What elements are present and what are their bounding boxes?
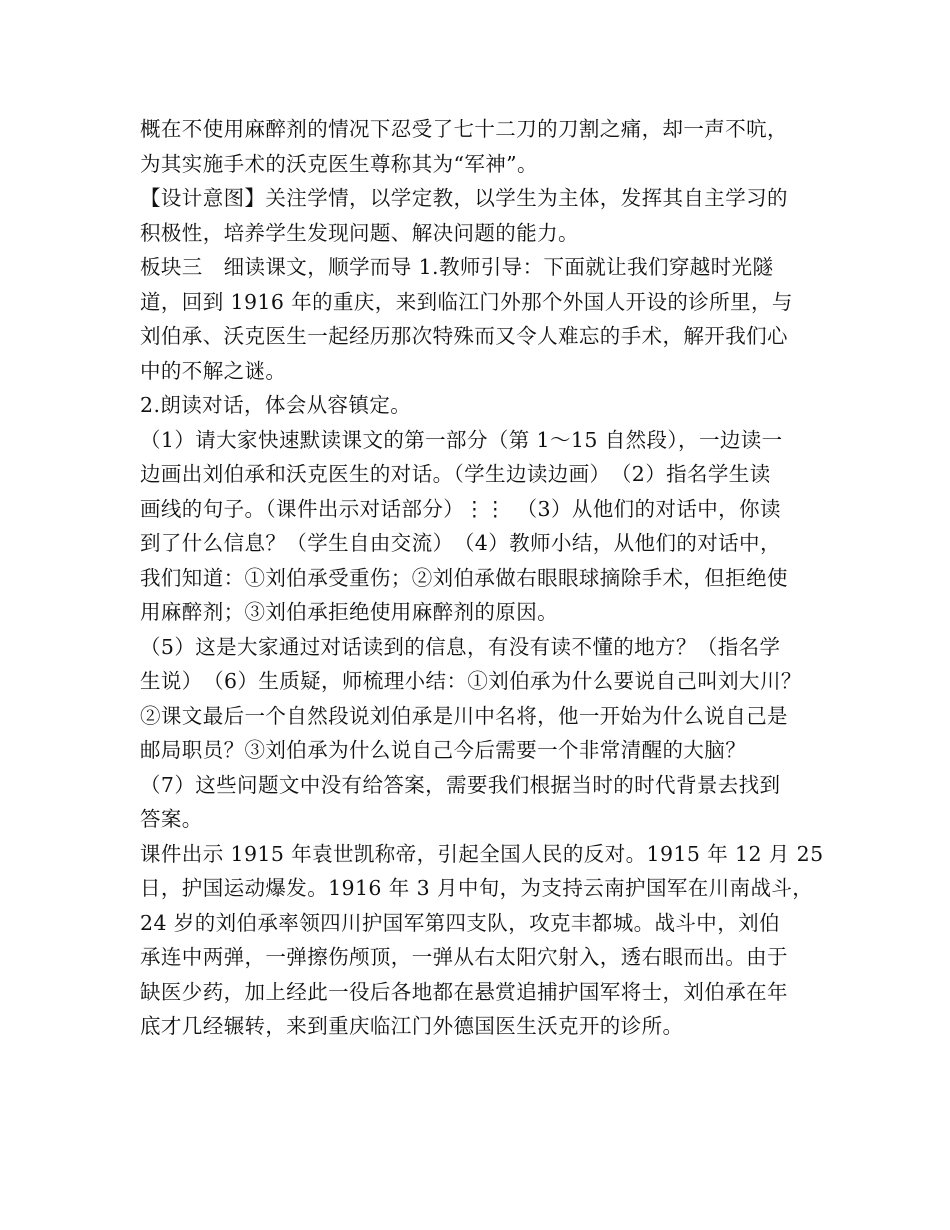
text-line: （1）请大家快速默读课文的第一部分（第 1～15 自然段），一边读一 [140,427,783,452]
text-line: 道，回到 1916 年的重庆，来到临江门外那个外国人开设的诊所里，与 [140,289,793,314]
text-line: 用麻醉剂；③刘伯承拒绝使用麻醉剂的原因。 [140,600,558,624]
text-line: 邮局职员？③刘伯承为什么说自己今后需要一个非常清醒的大脑？ [140,738,747,762]
text-line: 中的不解之谜。 [140,358,287,383]
text-line: 我们知道：①刘伯承受重伤；②刘伯承做右眼眼球摘除手术，但拒绝使 [140,565,788,590]
text-line: 边画出刘伯承和沃克医生的对话。（学生边读边画） （2）指名学生读 [140,462,771,486]
document-body [140,112,830,1044]
text-line: ②课文最后一个自然段说刘伯承是川中名将，他一开始为什么说自己是 [140,703,788,728]
text-line: 刘伯承、沃克医生一起经历那次特殊而又令人难忘的手术，解开我们心 [140,324,788,348]
text-line: 底才几经辗转，来到重庆临江门外德国医生沃克开的诊所。 [140,1014,684,1038]
text-line: 板块三 细读课文，顺学而导 1.教师引导：下面就让我们穿越时光隧 [140,255,774,279]
text-line: 承连中两弹，一弹擦伤颅顶，一弹从右太阳穴射入，透右眼而出。由于 [140,945,788,969]
text-line: 到了什么信息？（学生自由交流） （4）教师小结，从他们的对话中， [140,531,781,555]
text-line: （7）这些问题文中没有给答案，需要我们根据当时的时代背景去找到 [140,772,781,797]
text-line: 画线的句子。（课件出示对话部分）⋮⋮ （3）从他们的对话中，你读 [140,496,781,521]
text-line: 为其实施手术的沃克医生尊称其为“军神”。 [140,151,538,176]
text-line: （5）这是大家通过对话读到的信息，有没有读不懂的地方？（指名学 [140,634,781,659]
text-line: 积极性，培养学生发现问题、解决问题的能力。 [140,220,579,245]
text-line: 生说） （6）生质疑，师梳理小结：①刘伯承为什么要说自己叫刘大川？ [140,669,802,693]
text-line: 答案。 [140,807,203,831]
text-line: 24 岁的刘伯承率领四川护国军第四支队，攻克丰都城。战斗中，刘伯 [140,910,780,935]
text-line: 2.朗读对话，体会从容镇定。 [140,393,412,417]
text-line: 课件出示 1915 年袁世凯称帝，引起全国人民的反对。1915 年 12 月 25 [140,841,824,866]
text-line: 【设计意图】关注学情，以学定教，以学生为主体，发挥其自主学习的 [140,186,788,210]
text-line: 概在不使用麻醉剂的情况下忍受了七十二刀的刀割之痛，却一声不吭， [140,117,788,141]
text-line: 日，护国运动爆发。1916 年 3 月中旬，为支持云南护国军在川南战斗， [140,876,814,900]
text-line: 缺医少药，加上经此一役后各地都在悬赏追捕护国军将士，刘伯承在年 [140,979,788,1004]
